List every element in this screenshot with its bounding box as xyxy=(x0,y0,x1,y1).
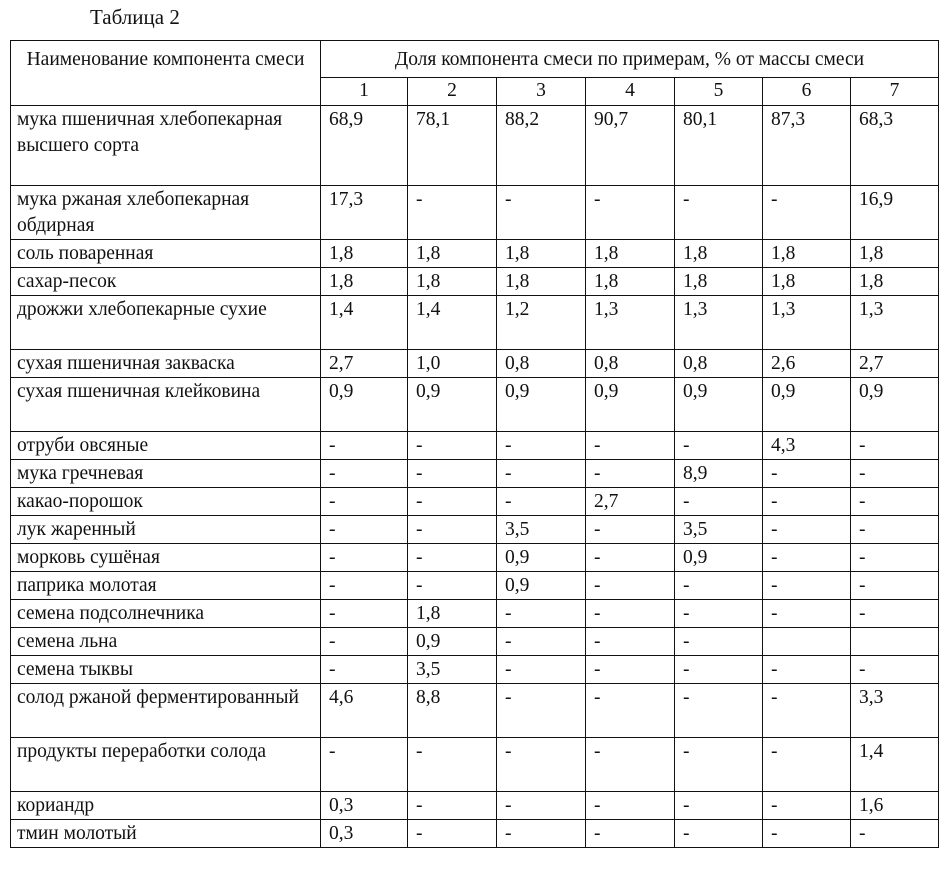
share-value-cell: - xyxy=(408,544,497,572)
share-value-cell: 4,3 xyxy=(763,432,851,460)
share-value-cell: - xyxy=(586,432,675,460)
table-row xyxy=(11,378,939,432)
share-value-cell: 1,8 xyxy=(675,268,763,296)
table-row xyxy=(11,792,939,820)
share-value-cell: 4,6 xyxy=(321,684,408,738)
share-value-cell: - xyxy=(497,488,586,516)
table-row xyxy=(11,628,939,656)
share-value-cell: - xyxy=(586,516,675,544)
share-value-cell: - xyxy=(321,460,408,488)
share-value-cell: - xyxy=(497,738,586,792)
share-value-cell: - xyxy=(408,738,497,792)
share-value-cell: - xyxy=(675,792,763,820)
share-value-cell: - xyxy=(851,544,939,572)
example-number-header: 7 xyxy=(851,78,939,106)
share-value-cell: - xyxy=(675,432,763,460)
share-value-cell: - xyxy=(851,572,939,600)
share-value-cell: 3,3 xyxy=(851,684,939,738)
share-value-cell: - xyxy=(497,792,586,820)
share-value-cell: - xyxy=(321,432,408,460)
share-value-cell: - xyxy=(321,628,408,656)
component-name-cell: кориандр xyxy=(11,792,321,820)
component-name-cell: солод ржаной ферментированный xyxy=(11,684,321,738)
share-value-cell: - xyxy=(851,656,939,684)
share-value-cell: - xyxy=(408,488,497,516)
header-row-group xyxy=(11,41,939,78)
share-value-cell: - xyxy=(408,516,497,544)
share-value-cell: 1,8 xyxy=(408,600,497,628)
share-value-cell: - xyxy=(586,656,675,684)
share-value-cell: - xyxy=(763,572,851,600)
share-value-cell: 68,9 xyxy=(321,106,408,186)
share-value-cell: - xyxy=(586,628,675,656)
component-name-cell: отруби овсяные xyxy=(11,432,321,460)
share-value-cell: - xyxy=(851,460,939,488)
component-name-cell: сухая пшеничная закваска xyxy=(11,350,321,378)
share-value-cell xyxy=(851,628,939,656)
share-value-cell: 0,9 xyxy=(851,378,939,432)
table-row xyxy=(11,600,939,628)
share-value-cell: 1,3 xyxy=(586,296,675,350)
share-value-cell: - xyxy=(586,600,675,628)
share-value-cell: - xyxy=(763,738,851,792)
share-value-cell: 3,5 xyxy=(675,516,763,544)
share-value-cell: - xyxy=(408,460,497,488)
share-value-cell: 1,8 xyxy=(763,268,851,296)
share-value-cell: - xyxy=(851,516,939,544)
share-value-cell: - xyxy=(497,600,586,628)
share-value-cell: - xyxy=(497,628,586,656)
component-name-cell: семена льна xyxy=(11,628,321,656)
share-value-cell: - xyxy=(497,432,586,460)
share-value-cell: - xyxy=(763,600,851,628)
share-value-cell: 0,3 xyxy=(321,820,408,848)
share-value-cell: 17,3 xyxy=(321,186,408,240)
share-value-cell: 1,4 xyxy=(851,738,939,792)
share-value-cell: 68,3 xyxy=(851,106,939,186)
share-value-cell: 0,9 xyxy=(763,378,851,432)
share-value-cell: - xyxy=(763,488,851,516)
share-value-cell: 1,6 xyxy=(851,792,939,820)
share-value-cell: 0,8 xyxy=(497,350,586,378)
table-row xyxy=(11,186,939,240)
share-value-cell: - xyxy=(675,628,763,656)
table-row xyxy=(11,106,939,186)
component-name-cell: семена подсолнечника xyxy=(11,600,321,628)
share-value-cell: - xyxy=(586,684,675,738)
table-row xyxy=(11,488,939,516)
share-value-cell: 0,3 xyxy=(321,792,408,820)
component-name-cell: мука пшеничная хлебопекарная высшего сорта xyxy=(11,106,321,186)
table-row xyxy=(11,268,939,296)
share-value-cell: 1,8 xyxy=(408,268,497,296)
share-value-cell: 1,0 xyxy=(408,350,497,378)
share-value-cell: - xyxy=(408,186,497,240)
table-row xyxy=(11,544,939,572)
share-value-cell: 78,1 xyxy=(408,106,497,186)
share-value-cell: - xyxy=(763,820,851,848)
share-value-cell: 8,9 xyxy=(675,460,763,488)
table-row xyxy=(11,240,939,268)
share-value-cell: 0,9 xyxy=(586,378,675,432)
component-name-cell: мука ржаная хлебопекарная обдирная xyxy=(11,186,321,240)
share-value-cell: - xyxy=(675,488,763,516)
share-value-cell: - xyxy=(408,820,497,848)
share-value-cell: - xyxy=(675,186,763,240)
share-value-cell: - xyxy=(321,572,408,600)
share-value-cell: - xyxy=(321,488,408,516)
share-value-cell: 3,5 xyxy=(408,656,497,684)
share-value-cell: - xyxy=(675,600,763,628)
component-name-cell: паприка молотая xyxy=(11,572,321,600)
share-value-cell: 1,8 xyxy=(586,240,675,268)
share-value-cell: 0,8 xyxy=(675,350,763,378)
share-value-cell: 88,2 xyxy=(497,106,586,186)
share-value-cell: - xyxy=(763,516,851,544)
share-value-cell: - xyxy=(408,792,497,820)
component-name-cell: сухая пшеничная клейковина xyxy=(11,378,321,432)
share-value-cell: 2,6 xyxy=(763,350,851,378)
share-value-cell: 1,8 xyxy=(321,240,408,268)
share-value-cell: 0,9 xyxy=(675,544,763,572)
share-value-cell: 0,9 xyxy=(497,544,586,572)
share-value-cell: 1,8 xyxy=(851,240,939,268)
component-name-cell: какао-порошок xyxy=(11,488,321,516)
share-value-cell: - xyxy=(763,792,851,820)
table-row xyxy=(11,432,939,460)
example-number-header: 5 xyxy=(675,78,763,106)
share-value-cell: - xyxy=(763,544,851,572)
table-caption: Таблица 2 xyxy=(90,5,180,29)
share-value-cell: 1,3 xyxy=(763,296,851,350)
share-value-cell: - xyxy=(851,488,939,516)
share-value-cell: - xyxy=(497,820,586,848)
share-value-cell: - xyxy=(586,544,675,572)
component-name-cell: лук жаренный xyxy=(11,516,321,544)
example-number-header: 2 xyxy=(408,78,497,106)
share-value-cell: 0,9 xyxy=(497,378,586,432)
share-value-cell: 1,8 xyxy=(408,240,497,268)
example-number-header: 1 xyxy=(321,78,408,106)
share-value-cell: - xyxy=(675,684,763,738)
share-value-cell: 0,9 xyxy=(408,628,497,656)
share-value-cell: 1,8 xyxy=(321,268,408,296)
component-name-cell: соль поваренная xyxy=(11,240,321,268)
table-row xyxy=(11,460,939,488)
share-value-cell: - xyxy=(408,432,497,460)
example-number-header: 3 xyxy=(497,78,586,106)
share-value-cell: - xyxy=(763,460,851,488)
table-body xyxy=(11,106,939,848)
table-row xyxy=(11,516,939,544)
share-value-cell: 90,7 xyxy=(586,106,675,186)
share-value-cell: - xyxy=(586,738,675,792)
share-value-cell: - xyxy=(851,432,939,460)
table-row xyxy=(11,684,939,738)
component-name-cell: дрожжи хлебопекарные сухие xyxy=(11,296,321,350)
table-row xyxy=(11,656,939,684)
table-row xyxy=(11,820,939,848)
share-value-cell: - xyxy=(675,656,763,684)
component-name-cell: сахар-песок xyxy=(11,268,321,296)
share-value-cell: 1,2 xyxy=(497,296,586,350)
share-value-cell: - xyxy=(763,656,851,684)
share-value-cell xyxy=(763,628,851,656)
share-value-cell: - xyxy=(675,820,763,848)
share-value-cell: - xyxy=(321,656,408,684)
mixture-composition-table xyxy=(10,40,939,848)
share-value-cell: - xyxy=(851,600,939,628)
component-name-header: Наименование компонента смеси xyxy=(11,41,321,106)
component-name-cell: семена тыквы xyxy=(11,656,321,684)
share-value-cell: 8,8 xyxy=(408,684,497,738)
share-value-cell: - xyxy=(675,572,763,600)
share-value-cell: 2,7 xyxy=(321,350,408,378)
share-value-cell: - xyxy=(321,738,408,792)
share-value-cell: - xyxy=(321,544,408,572)
example-number-header: 4 xyxy=(586,78,675,106)
share-value-cell: 1,8 xyxy=(851,268,939,296)
table-row xyxy=(11,572,939,600)
share-value-cell: 1,3 xyxy=(851,296,939,350)
share-value-cell: 1,8 xyxy=(586,268,675,296)
table-row xyxy=(11,350,939,378)
share-value-cell: - xyxy=(851,820,939,848)
component-name-cell: мука гречневая xyxy=(11,460,321,488)
share-value-cell: 1,4 xyxy=(321,296,408,350)
share-value-cell: 0,9 xyxy=(497,572,586,600)
share-value-cell: - xyxy=(321,516,408,544)
share-value-cell: - xyxy=(763,186,851,240)
component-name-cell: тмин молотый xyxy=(11,820,321,848)
share-value-cell: 2,7 xyxy=(851,350,939,378)
share-value-cell: 2,7 xyxy=(586,488,675,516)
share-value-cell: - xyxy=(497,186,586,240)
share-value-cell: 0,9 xyxy=(408,378,497,432)
table-row xyxy=(11,738,939,792)
share-value-cell: 1,8 xyxy=(763,240,851,268)
share-value-cell: - xyxy=(763,684,851,738)
share-value-cell: - xyxy=(408,572,497,600)
share-value-cell: - xyxy=(675,738,763,792)
share-value-cell: - xyxy=(586,572,675,600)
share-group-header: Доля компонента смеси по примерам, % от массы смеси xyxy=(321,41,939,78)
share-value-cell: - xyxy=(586,792,675,820)
share-value-cell: 80,1 xyxy=(675,106,763,186)
share-value-cell: 1,3 xyxy=(675,296,763,350)
share-value-cell: - xyxy=(586,820,675,848)
share-value-cell: - xyxy=(497,684,586,738)
share-value-cell: 0,8 xyxy=(586,350,675,378)
share-value-cell: 1,8 xyxy=(497,268,586,296)
share-value-cell: - xyxy=(497,460,586,488)
share-value-cell: - xyxy=(586,186,675,240)
share-value-cell: - xyxy=(321,600,408,628)
share-value-cell: 0,9 xyxy=(675,378,763,432)
share-value-cell: 0,9 xyxy=(321,378,408,432)
share-value-cell: 16,9 xyxy=(851,186,939,240)
share-value-cell: 1,8 xyxy=(675,240,763,268)
share-value-cell: 87,3 xyxy=(763,106,851,186)
table-row xyxy=(11,296,939,350)
component-name-cell: морковь сушёная xyxy=(11,544,321,572)
share-value-cell: 1,4 xyxy=(408,296,497,350)
share-value-cell: 3,5 xyxy=(497,516,586,544)
share-value-cell: - xyxy=(497,656,586,684)
share-value-cell: - xyxy=(586,460,675,488)
share-value-cell: 1,8 xyxy=(497,240,586,268)
component-name-cell: продукты переработки солода xyxy=(11,738,321,792)
example-number-header: 6 xyxy=(763,78,851,106)
